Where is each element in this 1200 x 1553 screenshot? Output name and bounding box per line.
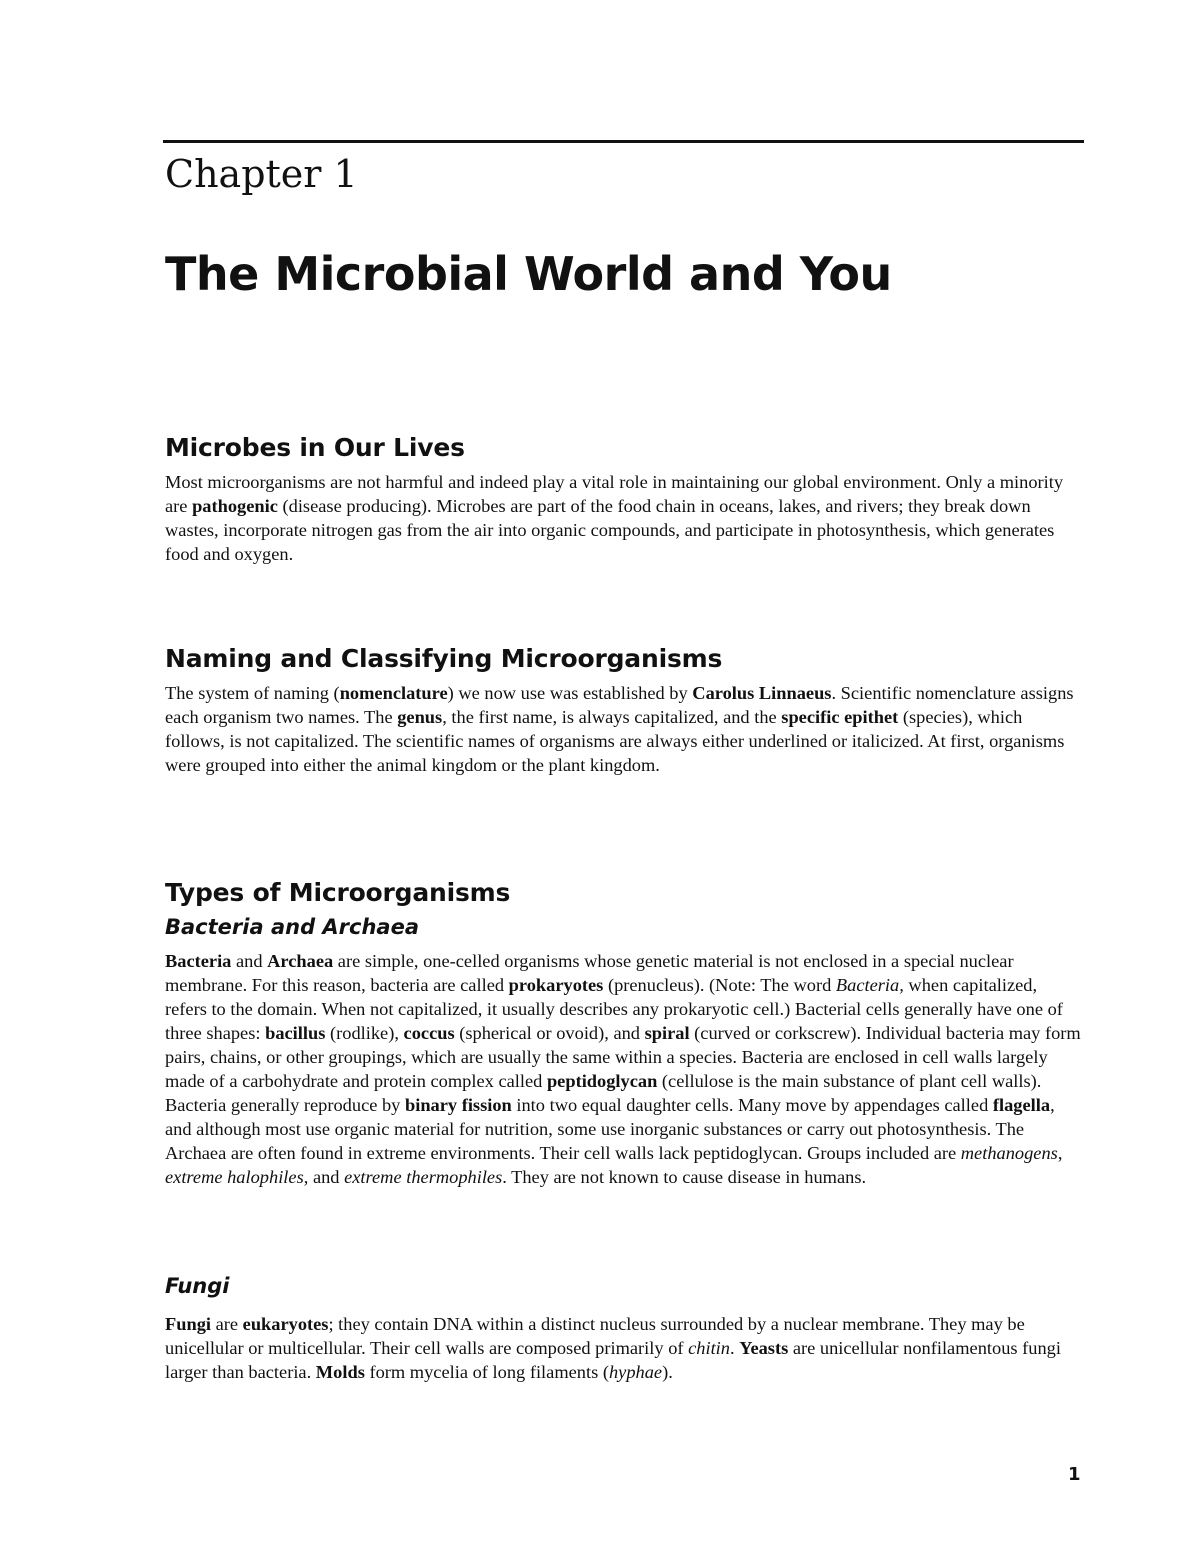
text-run: ) we now use was established by: [447, 683, 693, 703]
section-heading: Types of Microorganisms: [165, 878, 511, 907]
text-run: (cellulose is the main substance of plant cell walls). Bacteria generally reproduce by: [165, 1071, 1042, 1115]
chapter-rule: [163, 140, 1084, 143]
text-run: , and although most use organic material for nutrition, some use inorganic substances or carry out photosynthesis. The Archaea are often found in extreme environments. Their cell walls lack peptidoglycan. Groups included are: [165, 1095, 1055, 1163]
section-microbes-in-our-lives: [165, 433, 1083, 566]
text-run: .: [730, 1338, 740, 1358]
text-run: , and: [303, 1167, 345, 1187]
bold-term: nomenclature: [339, 683, 448, 703]
italic-term: Bacteria,: [835, 975, 904, 995]
text-run: form mycelia of long filaments (: [364, 1362, 609, 1382]
text-run: . They are not known to cause disease in humans.: [502, 1167, 867, 1187]
text-run: (spherical or ovoid), and: [454, 1023, 645, 1043]
text-run: (disease producing). Microbes are part of the food chain in oceans, lakes, and rivers; they break down wastes, incorporate nitrogen gas from the air into organic compounds, and participate in photosynthesis, which generates food and oxygen.: [165, 496, 1055, 564]
text-run: are simple, one-celled organisms whose genetic material is not enclosed in a special nuclear membrane. For this reason, bacteria are called: [165, 951, 1014, 995]
section-paragraph: [165, 681, 1083, 777]
italic-term: chitin: [688, 1338, 730, 1358]
subsection-heading-fungi: Fungi: [165, 1274, 230, 1298]
italic-term: extreme halophiles: [165, 1167, 304, 1187]
bold-term: pathogenic: [192, 496, 278, 516]
bold-term: prokaryotes: [508, 975, 604, 995]
italic-term: extreme thermophiles: [344, 1167, 503, 1187]
text-run: ; they contain DNA within a distinct nucleus surrounded by a nuclear membrane. They may be unicellular or multicellular. Their cell walls are composed primarily of: [165, 1314, 1025, 1358]
bold-term: Carolus Linnaeus: [692, 683, 832, 703]
text-run: (species), which follows, is not capitalized. The scientific names of organisms are always either underlined or italicized. At first, organisms were grouped into either the animal kingdom or the plant kingdom.: [165, 707, 1065, 775]
chapter-title: The Microbial World and You: [165, 247, 892, 301]
subsection-fungi: [165, 1274, 1083, 1384]
bold-term: spiral: [644, 1023, 690, 1043]
section-heading: Microbes in Our Lives: [165, 433, 465, 462]
section-naming-and-classifying: [165, 644, 1083, 777]
bold-term: binary fission: [404, 1095, 512, 1115]
text-run: (curved or corkscrew). Individual bacteria may form pairs, chains, or other groupings, which are usually the same within a species. Bacteria are enclosed in cell walls largely made of a carbohydrate and protein complex called: [165, 1023, 1081, 1091]
section-paragraph: [165, 949, 1083, 1189]
bold-term: eukaryotes: [242, 1314, 329, 1334]
text-run: into two equal daughter cells. Many move by appendages called: [511, 1095, 993, 1115]
text-run: are unicellular nonfilamentous fungi larger than bacteria.: [165, 1338, 1061, 1382]
text-run: ).: [662, 1362, 673, 1382]
page-number: 1: [1068, 1464, 1081, 1485]
bold-term: Fungi: [165, 1314, 211, 1334]
section-heading: Naming and Classifying Microorganisms: [165, 644, 723, 673]
text-run: (prenucleus). (Note: The word: [603, 975, 836, 995]
italic-term: methanogens: [960, 1143, 1058, 1163]
section-paragraph: [165, 1312, 1083, 1384]
bold-term: Bacteria: [165, 951, 232, 971]
text-run: ,: [1057, 1143, 1063, 1163]
chapter-label: Chapter 1: [165, 152, 358, 196]
section-types-of-microorganisms: [165, 878, 1083, 1189]
bold-term: genus: [397, 707, 443, 727]
section-paragraph: [165, 470, 1083, 566]
italic-term: hyphae: [608, 1362, 663, 1382]
text-run: Most microorganisms are not harmful and indeed play a vital role in maintaining our global environment. Only a minority are: [165, 472, 1064, 516]
subsection-heading-bacteria-archaea: Bacteria and Archaea: [165, 915, 419, 939]
bold-term: bacillus: [265, 1023, 326, 1043]
bold-term: Molds: [315, 1362, 365, 1382]
text-run: . Scientific nomenclature assigns each organism two names. The: [165, 683, 1074, 727]
text-run: , the first name, is always capitalized, and the: [442, 707, 782, 727]
bold-term: Archaea: [267, 951, 334, 971]
text-run: The system of naming (: [165, 683, 340, 703]
bold-term: peptidoglycan: [546, 1071, 658, 1091]
text-run: when capitalized, refers to the domain. When not capitalized, it usually describes any prokaryotic cell.) Bacterial cells generally have one of three shapes:: [165, 975, 1063, 1043]
text-run: are: [211, 1314, 243, 1334]
text-run: (rodlike),: [325, 1023, 404, 1043]
bold-term: Yeasts: [739, 1338, 789, 1358]
bold-term: specific epithet: [781, 707, 899, 727]
text-run: and: [231, 951, 268, 971]
bold-term: flagella: [992, 1095, 1051, 1115]
bold-term: coccus: [403, 1023, 455, 1043]
